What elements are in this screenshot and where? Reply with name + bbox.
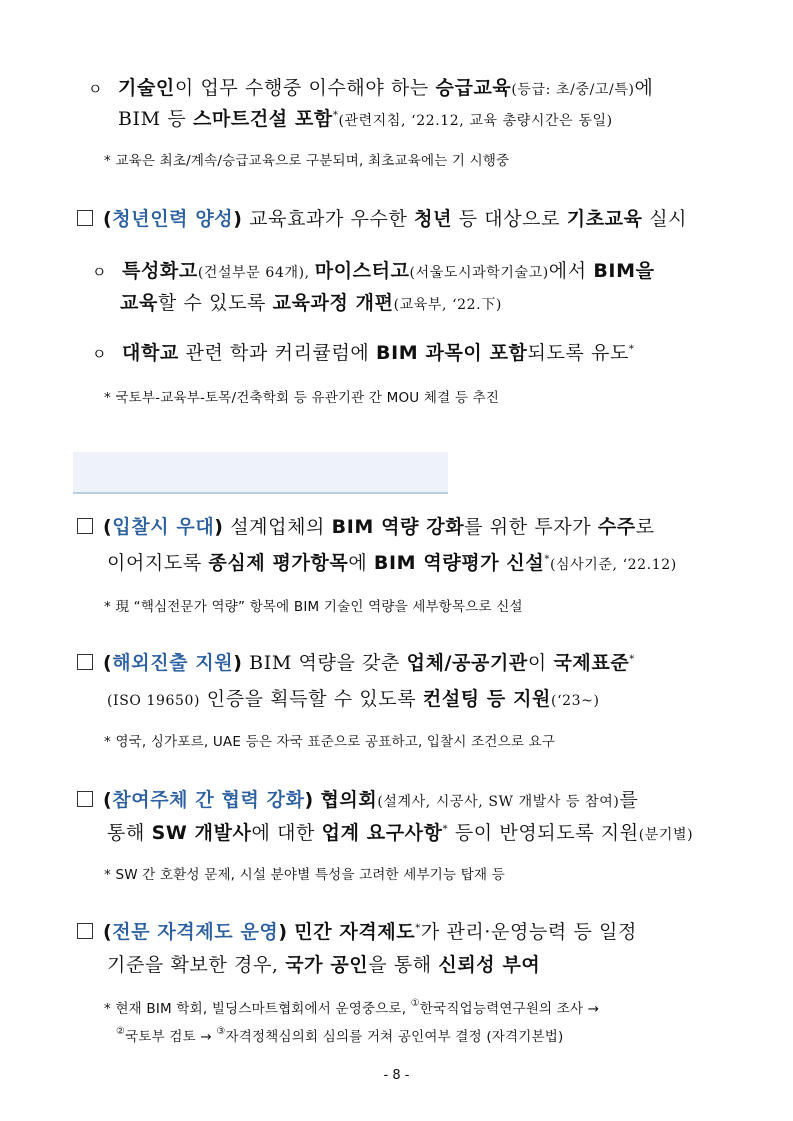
bullet-item-cont: BIM 등 스마트건설 포함*(관련지침, ‘22.12, 교육 총량시간은 동일) <box>118 108 613 130</box>
checkbox-item-cont: 이어지도록 종심제 평가항목에 BIM 역량평가 신설*(심사기준, ‘22.12) <box>107 552 677 574</box>
footnote-cont: ②국토부 검토 → ③자격정책심의회 심의를 거쳐 공인여부 결정 (자격기본법) <box>116 1026 564 1045</box>
footnote: * 현재 BIM 학회, 빌딩스마트협회에서 운영중으로, ①한국직업능력연구원의 조사 → <box>104 998 600 1017</box>
checkbox-icon <box>77 210 93 226</box>
page-number: - 8 - <box>383 1068 410 1083</box>
footnote: * 영국, 싱가포르, UAE 등은 자국 표준으로 공표하고, 입찰시 조건으로 요구 <box>104 734 556 750</box>
bullet-item: ㅇ 대학교 관련 학과 커리큘럼에 BIM 과목이 포함되도록 유도* <box>92 342 635 364</box>
checkbox-icon <box>77 791 93 807</box>
checkbox-icon <box>77 518 93 534</box>
checkbox-icon <box>77 923 93 939</box>
checkbox-item-cont: 통해 SW 개발사에 대한 업계 요구사항* 등이 반영되도록 지원(분기별) <box>107 822 694 844</box>
checkbox-item-certification: (전문 자격제도 운영) 민간 자격제도*가 관리·운영능력 등 일정 <box>77 914 637 950</box>
checkbox-item-bidding: (입찰시 우대) 설계업체의 BIM 역량 강화를 위한 투자가 수주로 <box>77 509 655 545</box>
section-header-bar <box>73 452 448 494</box>
bullet-item: ㅇ 특성화고(건설부문 64개), 마이스터고(서울도시과학기술고)에서 BIM을 <box>92 260 655 282</box>
footnote: * SW 간 호환성 문제, 시설 분야별 특성을 고려한 세부기능 탑재 등 <box>104 867 505 883</box>
bullet-item: ㅇ 기술인이 업무 수행중 이수해야 하는 승급교육(등급: 초/중/고/특)에 <box>88 77 654 99</box>
checkbox-item-cont: 기준을 확보한 경우, 국가 공인을 통해 신뢰성 부여 <box>107 954 541 976</box>
footnote: * 국토부-교육부-토목/건축학회 등 유관기관 간 MOU 체결 등 추진 <box>104 390 500 406</box>
footnote: * 現 “핵심전문가 역량” 항목에 BIM 기술인 역량을 세부항목으로 신설 <box>104 599 523 615</box>
footnote: * 교육은 최초/계속/승급교육으로 구분되며, 최초교육에는 기 시행중 <box>104 153 510 169</box>
checkbox-item-youth: (청년인력 양성) 교육효과가 우수한 청년 등 대상으로 기초교육 실시 <box>77 201 687 237</box>
checkbox-icon <box>77 654 93 670</box>
checkbox-item-cooperation: (참여주체 간 협력 강화) 협의회(설계사, 시공사, SW 개발사 등 참여)를 <box>77 782 638 820</box>
checkbox-item-overseas: (해외진출 지원) BIM 역량을 갖춘 업체/공공기관이 국제표준* <box>77 645 635 681</box>
checkbox-item-cont: (ISO 19650) 인증을 획득할 수 있도록 컨설팅 등 지원(‘23~) <box>107 688 600 710</box>
bullet-item-cont: 교육할 수 있도록 교육과정 개편(교육부, ‘22.下) <box>120 292 502 314</box>
